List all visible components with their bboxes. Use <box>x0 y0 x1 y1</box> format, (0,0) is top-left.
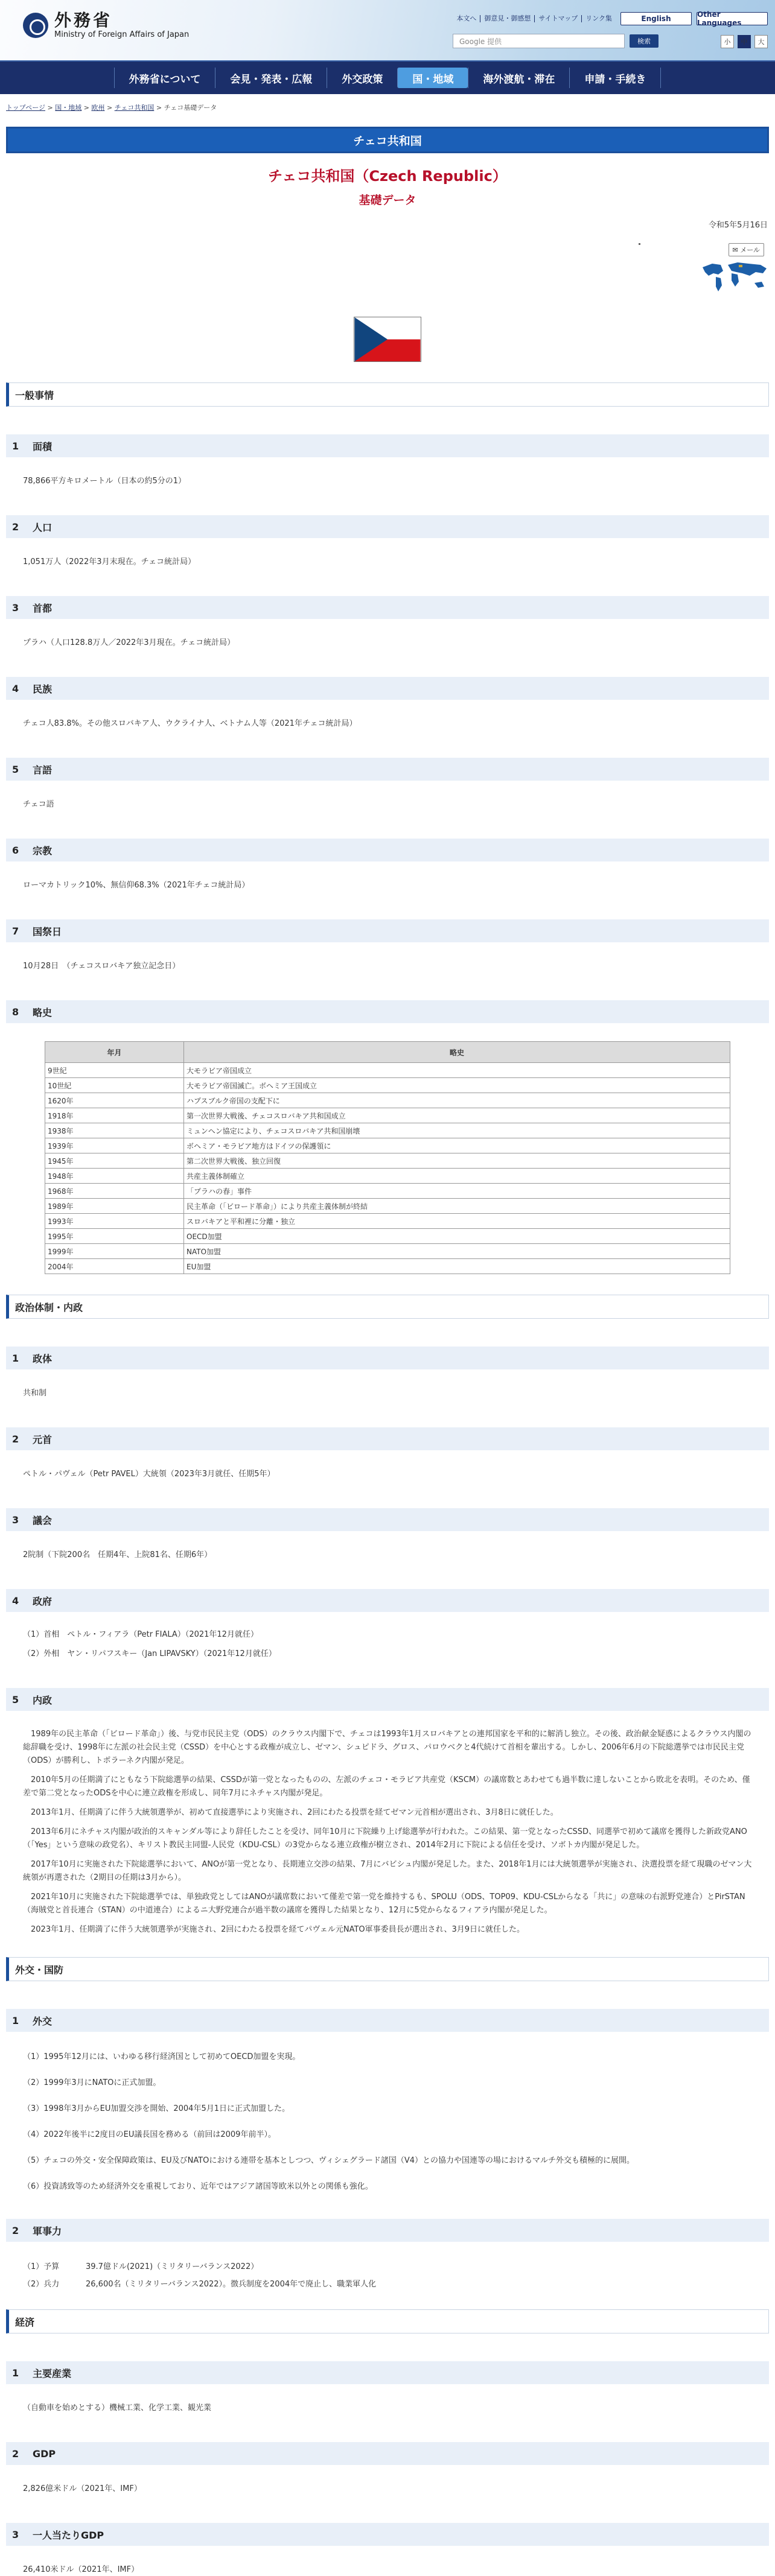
nav-procedures[interactable]: 申請・手続き <box>569 68 661 88</box>
general-item-subhead <box>6 919 769 942</box>
affairs-text <box>23 1728 752 1937</box>
politics-item-text: 2院制（下院200名 任期4年、上院81名、任期6年） <box>23 1550 212 1559</box>
site-logo[interactable] <box>23 11 189 39</box>
history-row <box>45 1153 730 1169</box>
politics-item-subhead <box>6 1508 769 1531</box>
politics-item-subhead <box>6 1427 769 1450</box>
util-link-sitemap[interactable]: サイトマップ <box>534 15 581 22</box>
general-item-text: プラハ（人口128.8万人／2022年3月現在。チェコ統計局） <box>23 638 235 647</box>
history-event: 大モラビア帝国滅亡。ボヘミア王国成立 <box>184 1078 730 1093</box>
economy-item-label: 一人当たりGDP <box>33 2529 104 2541</box>
general-item-text: チェコ人83.8%。その他スロバキア人、ウクライナ人、ベトナム人等（2021年チェコ統計局） <box>23 719 357 728</box>
general-item-subhead <box>6 515 769 538</box>
diplomacy-item: （2）1999年3月にNATOに正式加盟。 <box>23 2078 161 2087</box>
diplomacy-item: （3）1998年3月からEU加盟交渉を開始、2004年5月1日に正式加盟した。 <box>23 2104 290 2113</box>
history-event: 大モラビア帝国成立 <box>184 1063 730 1078</box>
diplomacy-item: （5）チェコの外交・安全保障政策は、EU及びNATOにおける連帯を基本としつつ、ヴィシェグラード諸国（V4）との協力や国連等の場におけるマルチ外交も積極的に展開。 <box>23 2156 634 2165</box>
history-col-event: 略史 <box>184 1042 730 1063</box>
general-item-num: 5 <box>12 763 19 775</box>
history-row <box>45 1169 730 1184</box>
mail-icon: ✉ <box>732 246 738 254</box>
page-title: チェコ共和国（Czech Republic） <box>268 168 507 185</box>
nav-regions[interactable]: 国・地域 <box>397 68 468 88</box>
general-item-label: 宗教 <box>33 845 53 857</box>
general-item-label: 首都 <box>33 602 53 614</box>
history-event: 民主革命（「ビロード革命」）により共産主義体制が終結 <box>184 1199 730 1214</box>
affairs-paragraph: 2017年10月に実施された下院総選挙において、ANOが第一党となり、長期連立交渉の結果、7月にバビシュ内閣が発足した。また、2018年1月には大統領選挙が実施され、決選投票を経て現職のゼマン大統領が再選された（2期目の任期は3月から）。 <box>23 1860 752 1882</box>
history-year: 1945年 <box>45 1153 184 1169</box>
publish-date: 令和5年5月16日 <box>708 221 768 230</box>
general-item-num: 4 <box>12 682 19 694</box>
util-link-main[interactable]: 本文へ <box>456 14 477 22</box>
diplomacy-list <box>23 2050 752 2191</box>
history-row <box>45 1078 730 1093</box>
history-year: 9世紀 <box>45 1063 184 1078</box>
politics-item-label: 元首 <box>33 1433 53 1445</box>
breadcrumb-regions[interactable]: 国・地域 <box>55 104 82 112</box>
economy-item-num: 3 <box>12 2528 19 2540</box>
nav-travel[interactable]: 海外渡航・滞在 <box>468 68 569 88</box>
general-item-label: 言語 <box>33 764 53 776</box>
font-size-small[interactable]: 小 <box>721 35 734 48</box>
economy-item-label: GDP <box>33 2448 56 2460</box>
divider-dot <box>639 243 640 245</box>
affairs-paragraph: 2023年1月、任期満了に伴う大統領選挙が実施され、2回にわたる投票を経てパヴェル元NATO軍事委員長が選出され、3月9日に就任した。 <box>31 1925 525 1934</box>
global-nav <box>0 60 775 94</box>
history-event: NATO加盟 <box>184 1244 730 1259</box>
history-row <box>45 1063 730 1078</box>
history-year: 1918年 <box>45 1108 184 1123</box>
util-link-feedback[interactable]: 御意見・御感想 <box>480 15 534 22</box>
search-button[interactable]: 検索 <box>630 34 659 48</box>
font-size-switcher <box>721 35 768 48</box>
economy-item-text: 2,826億米ドル（2021年、IMF） <box>23 2484 142 2493</box>
general-item-label: 国祭日 <box>33 925 62 937</box>
military-value: 39.7億ドル(2021)（ミリタリーバランス2022） <box>86 2262 259 2271</box>
military-key: （1）予算 <box>23 2262 60 2271</box>
history-year: 1620年 <box>45 1093 184 1108</box>
diplomacy-item: （1）1995年12月には、いわゆる移行経済国として初めてOECD加盟を実現。 <box>23 2052 301 2061</box>
general-item-subhead <box>6 677 769 700</box>
military-key: （2）兵力 <box>23 2280 60 2289</box>
subsection-military: 2 軍事力 <box>6 2219 769 2242</box>
czech-flag <box>354 317 421 362</box>
history-year: 1939年 <box>45 1138 184 1153</box>
logo-jp: 外務省 <box>54 10 113 30</box>
history-row <box>45 1229 730 1244</box>
economy-item-subhead <box>6 2361 769 2384</box>
english-button[interactable]: English <box>620 12 692 25</box>
breadcrumb-europe[interactable]: 欧州 <box>91 104 105 112</box>
nav-press[interactable]: 会見・発表・広報 <box>215 68 327 88</box>
general-item-subhead <box>6 758 769 781</box>
section-economy: 経済 <box>6 2309 769 2333</box>
nav-about[interactable]: 外務省について <box>114 68 215 88</box>
subsection-government: 4 政府 <box>6 1589 769 1612</box>
general-item-num: 3 <box>12 601 19 614</box>
subsection-diplomacy: 1 外交 <box>6 2009 769 2032</box>
general-item-num: 2 <box>12 521 19 533</box>
breadcrumb: トップページ > 国・地域 > 欧州 > チェコ共和国 > チェコ基礎データ <box>6 104 217 112</box>
general-item-text: 10月28日 （チェコスロバキア独立記念日） <box>23 962 180 971</box>
logo-en: Ministry of Foreign Affairs of Japan <box>54 30 190 39</box>
history-year: 2004年 <box>45 1259 184 1274</box>
military-value: 26,600名（ミリタリーバランス2022）。徴兵制度を2004年で廃止し、職業軍人化 <box>86 2280 377 2289</box>
section-foreign: 外交・国防 <box>6 1957 769 1981</box>
font-size-medium[interactable]: 中 <box>738 35 751 48</box>
affairs-paragraph: 1989年の民主革命（「ビロード革命」）後、与党市民民主党（ODS）のクラウス内閣下で、チェコは1993年1月スロバキアとの連邦国家を平和的に解消し独立。その後、政治献金疑惑によるクラウス内閣の総辞職を受け、1998年に左派の社会民主党（CSSD）を中心とする政権が成立し、ゼマン、シュピドラ、グロス、パロウベクと4代続けて首相を輩出する。しかし、2006年6月の下院総選挙では市民民主党（ODS）が勝利し、トポラーネク内閣が発足。 <box>23 1730 751 1765</box>
general-item-text: ローマカトリック10%、無信仰68.3%（2021年チェコ統計局） <box>23 881 250 890</box>
font-size-large[interactable]: 大 <box>754 35 768 48</box>
general-item-label: 面積 <box>33 440 53 452</box>
history-row <box>45 1138 730 1153</box>
region-banner: チェコ共和国 <box>6 127 769 153</box>
politics-item-num: 1 <box>12 1352 19 1364</box>
subsection-history: 8 略史 <box>6 1000 769 1023</box>
page-subtitle: 基礎データ <box>359 194 416 207</box>
politics-item-label: 政体 <box>33 1353 53 1365</box>
general-item-label: 民族 <box>33 683 53 695</box>
politics-item-num: 3 <box>12 1514 19 1526</box>
history-year: 1948年 <box>45 1169 184 1184</box>
breadcrumb-top[interactable]: トップページ <box>6 104 46 112</box>
politics-item-subhead <box>6 1347 769 1369</box>
history-event: ボヘミア・モラビア地方はドイツの保護領に <box>184 1138 730 1153</box>
diplomacy-item: （4）2022年後半に2度目のEU議長国を務める（前回は2009年前半）。 <box>23 2130 276 2139</box>
history-col-year: 年月 <box>45 1042 184 1063</box>
history-year: 1993年 <box>45 1214 184 1229</box>
general-item-subhead <box>6 839 769 861</box>
military-row <box>23 2260 752 2271</box>
general-item-num: 6 <box>12 844 19 856</box>
mail-button[interactable] <box>729 243 765 256</box>
breadcrumb-czech[interactable]: チェコ共和国 <box>114 104 155 112</box>
history-row <box>45 1184 730 1199</box>
mofa-emblem-icon <box>23 13 48 38</box>
affairs-paragraph: 2013年6月にネチャス内閣が政治的スキャンダル等により辞任したことを受け、同年10月に下院繰り上げ総選挙が行われた。この結果、第一党となったCSSD、同選挙で初めて議席を獲得した新政党ANO（「Yes」という意味の政党名）、キリスト教民主同盟-人民党（KDU-CSL）の3党からなる連立政権が樹立され、2014年2月に下院による信任を受け、ソボトカ内閣が発足した。 <box>23 1827 747 1850</box>
other-languages-button[interactable]: Other Languages <box>697 12 768 25</box>
history-row <box>45 1244 730 1259</box>
general-item-subhead <box>6 596 769 619</box>
economy-item-subhead <box>6 2442 769 2465</box>
history-year: 1938年 <box>45 1123 184 1138</box>
history-event: 第一次世界大戦後、チェコスロバキア共和国成立 <box>184 1108 730 1123</box>
economy-item-text: 26,410米ドル（2021年、IMF） <box>23 2565 139 2574</box>
history-event: ハプスブルク帝国の支配下に <box>184 1093 730 1108</box>
history-row <box>45 1214 730 1229</box>
history-row <box>45 1123 730 1138</box>
history-event: 第二次世界大戦後、独立回復 <box>184 1153 730 1169</box>
history-year: 1968年 <box>45 1184 184 1199</box>
economy-item-num: 1 <box>12 2367 19 2379</box>
politics-item-text: 共和制 <box>23 1389 47 1398</box>
section-politics: 政治体制・内政 <box>6 1295 769 1319</box>
politics-item-text: ペトル・パヴェル（Petr PAVEL）大統領（2023年3月就任、任期5年） <box>23 1470 275 1479</box>
economy-item-num: 2 <box>12 2448 19 2460</box>
general-item-text: 1,051万人（2022年3月末現在。チェコ統計局） <box>23 557 196 566</box>
history-row <box>45 1108 730 1123</box>
economy-item-label: 主要産業 <box>33 2367 72 2379</box>
history-event: 共産主義体制確立 <box>184 1169 730 1184</box>
nav-policy[interactable]: 外交政策 <box>327 68 397 88</box>
gov-prime-minister: （1）首相 ペトル・フィアラ（Petr FIALA）（2021年12月就任） <box>23 1630 258 1639</box>
site-header <box>0 0 775 60</box>
affairs-paragraph: 2021年10月に実施された下院総選挙では、単独政党としてはANOが議席数において僅差で第一党を維持するも、SPOLU（ODS、TOP09、KDU-CSLからなる「共に」の意味の右派野党連合）とPirSTAN（海賊党と首長連合（STAN）の中道連合）によるニ大野党連合が過半数の議席を獲得した結果となり、12月に5党からなるフィアラ内閣が発足した。 <box>23 1892 745 1915</box>
history-row <box>45 1259 730 1274</box>
affairs-paragraph: 2013年1月、任期満了に伴う大統領選挙が、初めて直接選挙により実施され、2回にわたる投票を経てゼマン元首相が選出され、3月8日に就任した。 <box>31 1808 558 1817</box>
history-event: EU加盟 <box>184 1259 730 1274</box>
economy-item-text: （自動車を始めとする）機械工業、化学工業、観光業 <box>23 2403 212 2413</box>
section-general: 一般事情 <box>6 382 769 407</box>
politics-item-num: 2 <box>12 1433 19 1445</box>
breadcrumb-current: チェコ基礎データ <box>164 104 217 112</box>
history-table <box>45 1041 730 1274</box>
history-year: 1995年 <box>45 1229 184 1244</box>
economy-item-subhead <box>6 2523 769 2546</box>
subsection-affairs: 5 内政 <box>6 1688 769 1711</box>
politics-item-label: 議会 <box>33 1514 53 1526</box>
history-year: 1999年 <box>45 1244 184 1259</box>
military-list <box>23 2260 752 2289</box>
general-item-num: 1 <box>12 440 19 452</box>
history-row <box>45 1199 730 1214</box>
history-event: 「プラハの春」事件 <box>184 1184 730 1199</box>
general-item-num: 7 <box>12 925 19 937</box>
history-event: OECD加盟 <box>184 1229 730 1244</box>
gov-foreign-minister: （2）外相 ヤン・リパフスキー（Jan LIPAVSKY）（2021年12月就任） <box>23 1649 276 1658</box>
general-item-label: 人口 <box>33 521 53 533</box>
history-year: 10世紀 <box>45 1078 184 1093</box>
history-event: スロバキアと平和裡に分離・独立 <box>184 1214 730 1229</box>
mail-label: メール <box>740 246 760 254</box>
general-item-subhead <box>6 434 769 457</box>
diplomacy-item: （6）投資誘致等のため経済外交を重視しており、近年ではアジア諸国等欧米以外との関係も強化。 <box>23 2182 373 2191</box>
military-row <box>23 2277 752 2289</box>
search-input[interactable]: Google 提供 <box>453 34 625 48</box>
general-item-text: チェコ語 <box>23 800 54 809</box>
history-event: ミュンヘン協定により、チェコスロバキア共和国崩壊 <box>184 1123 730 1138</box>
util-link-links[interactable]: リンク集 <box>581 15 616 22</box>
general-item-text: 78,866平方キロメートル（日本の約5分の1） <box>23 477 187 486</box>
world-map-icon[interactable] <box>700 259 770 295</box>
history-row <box>45 1093 730 1108</box>
history-year: 1989年 <box>45 1199 184 1214</box>
utility-nav <box>453 12 768 25</box>
affairs-paragraph: 2010年5月の任期満了にともなう下院総選挙の結果、CSSDが第一党となったものの、左派のチェコ・モラビア共産党（KSCM）の議席数とあわせても過半数に達しないことから敗北を表明。そのため、僅差で第二党となったODSを中心に連立政権を形成し、同年7月にネチャス内閣が発足。 <box>23 1775 750 1798</box>
